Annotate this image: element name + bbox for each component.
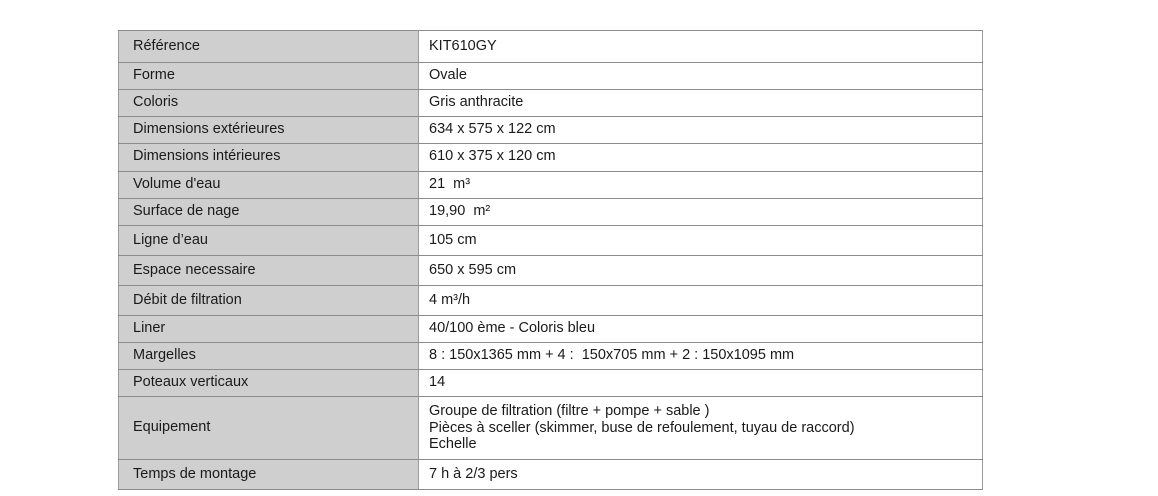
table-row — [119, 117, 983, 144]
spec-value-cell — [419, 397, 983, 460]
spec-label-cell: Ligne d’eau — [119, 225, 419, 255]
spec-value-cell: KIT610GY — [419, 31, 983, 63]
spec-label-cell: Liner — [119, 316, 419, 343]
table-row — [119, 343, 983, 370]
table-row — [119, 144, 983, 171]
spec-label-cell: Coloris — [119, 90, 419, 117]
table-row — [119, 397, 983, 460]
spec-value-line: Groupe de filtration (filtre + pompe + sable ) — [429, 403, 710, 420]
spec-value-cell: 105 cm — [419, 225, 983, 255]
table-row — [119, 285, 983, 315]
spec-label-cell: Margelles — [119, 343, 419, 370]
spec-value-cell: 7 h à 2/3 pers — [419, 460, 983, 490]
spec-label-cell: Surface de nage — [119, 198, 419, 225]
spec-value-cell: 634 x 575 x 122 cm — [419, 117, 983, 144]
spec-label-cell: Référence — [119, 31, 419, 63]
table-row — [119, 316, 983, 343]
spec-label-cell: Equipement — [119, 397, 419, 460]
spec-value-cell: 21 m³ — [419, 171, 983, 198]
spec-label-cell: Débit de filtration — [119, 285, 419, 315]
spec-table-body — [119, 31, 983, 490]
spec-value-cell: 650 x 595 cm — [419, 255, 983, 285]
spec-label-cell: Forme — [119, 63, 419, 90]
spec-value-cell: 4 m³/h — [419, 285, 983, 315]
product-spec-sheet — [118, 30, 982, 490]
spec-value-cell: 610 x 375 x 120 cm — [419, 144, 983, 171]
table-row — [119, 198, 983, 225]
table-row — [119, 255, 983, 285]
spec-value-line: Pièces à sceller (skimmer, buse de refoulement, tuyau de raccord) — [429, 419, 855, 436]
spec-value-cell: Gris anthracite — [419, 90, 983, 117]
spec-label-cell: Poteaux verticaux — [119, 370, 419, 397]
spec-value-cell: Ovale — [419, 63, 983, 90]
spec-value-cell: 8 : 150x1365 mm + 4 : 150x705 mm + 2 : 150x1095 mm — [419, 343, 983, 370]
spec-value-cell: 14 — [419, 370, 983, 397]
spec-value-cell: 19,90 m² — [419, 198, 983, 225]
table-row — [119, 90, 983, 117]
spec-value-cell: 40/100 ème - Coloris bleu — [419, 316, 983, 343]
table-row — [119, 370, 983, 397]
spec-label-cell: Dimensions extérieures — [119, 117, 419, 144]
table-row — [119, 63, 983, 90]
spec-label-cell: Temps de montage — [119, 460, 419, 490]
spec-label-cell: Espace necessaire — [119, 255, 419, 285]
table-row — [119, 460, 983, 490]
table-row — [119, 31, 983, 63]
spec-value-line: Echelle — [429, 435, 477, 452]
table-row — [119, 225, 983, 255]
spec-table — [118, 30, 983, 490]
table-row — [119, 171, 983, 198]
spec-label-cell: Dimensions intérieures — [119, 144, 419, 171]
spec-label-cell: Volume d'eau — [119, 171, 419, 198]
